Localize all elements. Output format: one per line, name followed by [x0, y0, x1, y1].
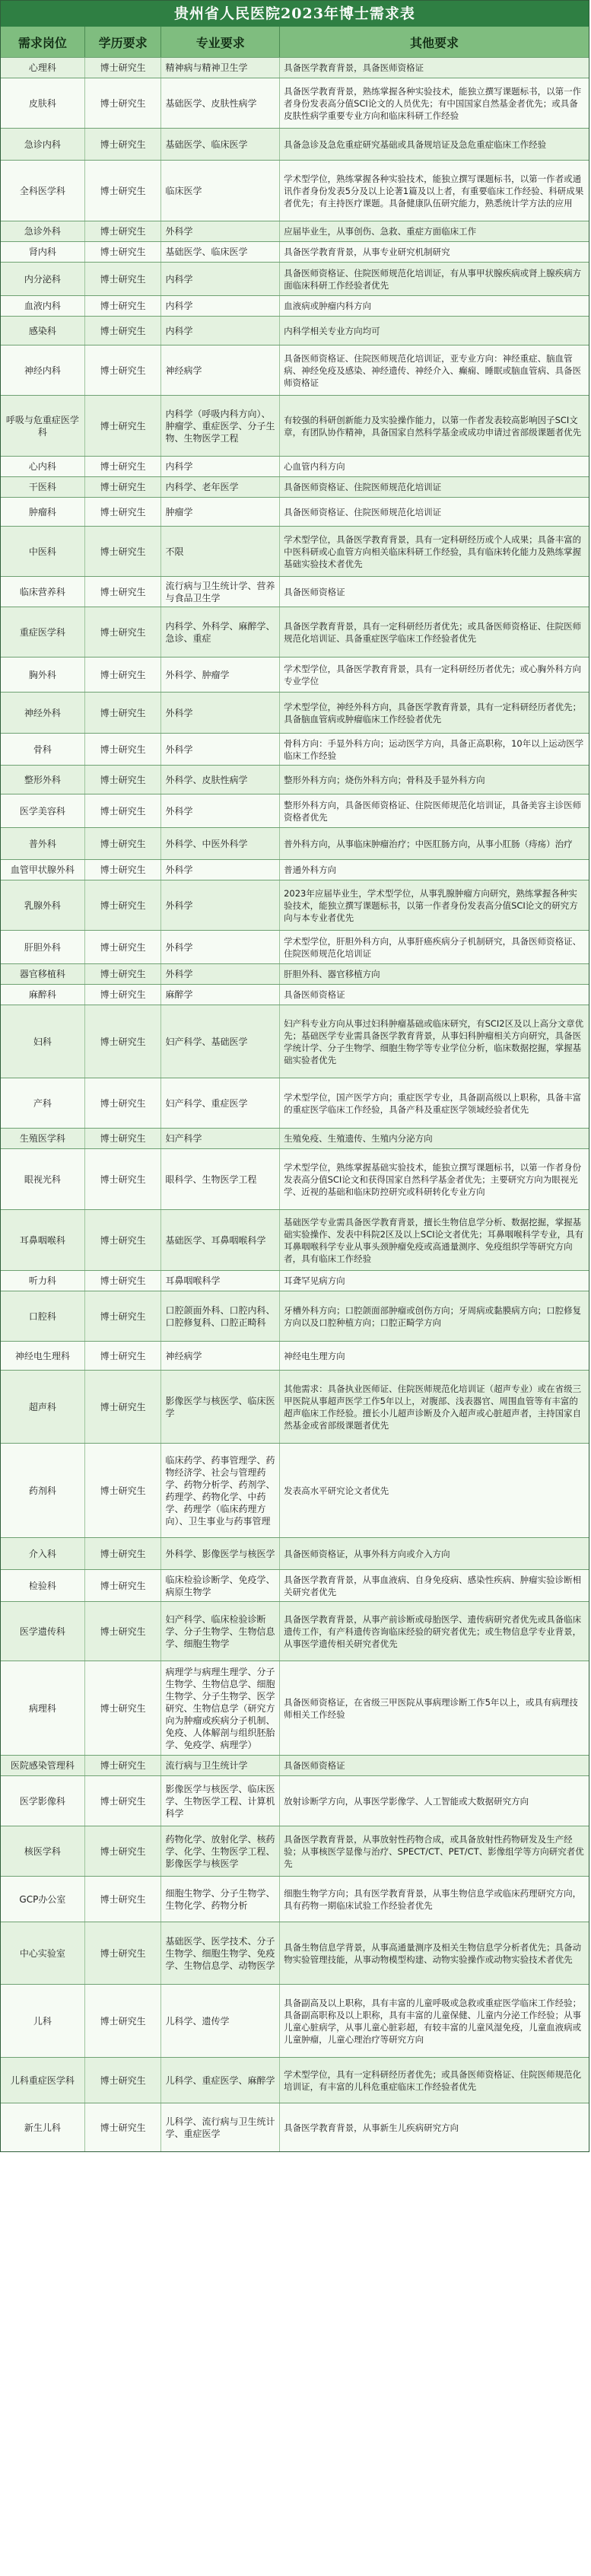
cell-other: 普外科方向，从事临床肿瘤治疗；中医肛肠方向，从事小肛肠（痔疡）治疗 [284, 838, 573, 849]
cell-education: 博士研究生 [85, 317, 162, 345]
cell-other: 具备医学教育背景，从事专业研究机制研究 [284, 247, 450, 257]
cell-education: 博士研究生 [85, 766, 162, 794]
cell-major: 临床医学 [161, 161, 280, 221]
cell-other: 肝胆外科、器官移植方向 [284, 969, 380, 979]
table-row [1, 1826, 589, 1876]
cell-other: 神经电生理方向 [284, 1350, 345, 1361]
cell-major: 外科学、中医外科学 [161, 828, 280, 859]
cell-position: GCP办公室 [1, 1877, 85, 1922]
cell-position: 中心实验室 [1, 1922, 85, 1984]
cell-other: 血液病或肿瘤内科方向 [284, 301, 372, 311]
cell-position: 感染科 [1, 317, 85, 345]
cell-education: 博士研究生 [85, 577, 162, 607]
cell-other: 具备医师资格证 [284, 586, 345, 597]
cell-major: 流行病与卫生统计学、营养与食品卫生学 [161, 577, 280, 607]
table-row [1, 1922, 589, 1984]
cell-education: 博士研究生 [85, 964, 162, 984]
cell-position: 新生儿科 [1, 2103, 85, 2151]
cell-other: 具备生物信息学背景，从事高通量测序及相关生物信息学分析者优先；具备动物实验管理技能，从事动物模型构建、动物实验操作或动物实验技术者优先 [284, 1941, 582, 1965]
table-row [1, 57, 589, 78]
cell-other: 学术型学位，具备医学教育背景，具有一定科研经历者优先；或心胸外科方向专业学位 [284, 663, 582, 686]
cell-position: 干医科 [1, 477, 85, 497]
cell-position: 急诊外科 [1, 221, 85, 241]
cell-education: 博士研究生 [85, 1271, 162, 1291]
table-row [1, 128, 589, 160]
cell-position: 生殖医学科 [1, 1129, 85, 1148]
cell-major: 外科学、皮肤性病学 [161, 766, 280, 794]
cell-position: 儿科重症医学科 [1, 2058, 85, 2103]
cell-other: 具备医师资格证、住院医师规范化培训证，有从事甲状腺疾病或肾上腺疾病方面临床科研工作经验者优先 [284, 267, 582, 291]
cell-position: 耳鼻咽喉科 [1, 1210, 85, 1270]
cell-other: 应届毕业生，从事创伤、急救、重症方面临床工作 [284, 226, 477, 237]
cell-major: 外科学 [161, 221, 280, 241]
cell-major: 神经病学 [161, 1342, 280, 1370]
table-header-row [1, 27, 589, 57]
cell-position: 乳腺外科 [1, 880, 85, 930]
cell-major: 外科学 [161, 693, 280, 733]
cell-position: 药剂科 [1, 1444, 85, 1537]
cell-education: 博士研究生 [85, 242, 162, 262]
cell-education: 博士研究生 [85, 1756, 162, 1775]
cell-major: 外科学 [161, 734, 280, 765]
cell-other: 妇产科专业方向从事过妇科肿瘤基础或临床研究，有SCI2区及以上高分文章优先；基础医学专业需具备医学教育背景，从事妇科肿瘤相关方向研究，具备医学统计学、分子生物学、细胞生物学等专业学位分析，临床数据挖掘，掌握基础实验者优先 [284, 1017, 584, 1065]
cell-education: 博士研究生 [85, 1444, 162, 1537]
cell-education: 博士研究生 [85, 880, 162, 930]
table-row [1, 1291, 589, 1341]
cell-major: 神经病学 [161, 345, 280, 395]
cell-other: 发表高水平研究论文者优先 [284, 1485, 389, 1496]
cell-position: 神经外科 [1, 693, 85, 733]
cell-major: 耳鼻咽喉科学 [161, 1271, 280, 1291]
cell-position: 病理科 [1, 1661, 85, 1755]
cell-education: 博士研究生 [85, 498, 162, 526]
cell-education: 博士研究生 [85, 457, 162, 476]
cell-major: 外科学、影像医学与核医学 [161, 1538, 280, 1569]
cell-position: 核医学科 [1, 1826, 85, 1876]
cell-position: 心内科 [1, 457, 85, 476]
cell-position: 医学遗传科 [1, 1602, 85, 1661]
cell-other: 学术型学位，肝胆外科方向，从事肝癌疾病分子机制研究，具备医师资格证、住院医师规范化培训证 [284, 935, 582, 959]
cell-education: 博士研究生 [85, 931, 162, 963]
table-row [1, 526, 589, 576]
cell-position: 超声科 [1, 1371, 85, 1443]
cell-education: 博士研究生 [85, 1922, 162, 1984]
cell-position: 肾内科 [1, 242, 85, 262]
cell-major: 肿瘤学 [161, 498, 280, 526]
cell-other: 具备医师资格证、住院医师规范化培训证，亚专业方向：神经重症、脑血管病、神经免疫及感染、神经遗传、神经介入、癫痫、睡眠或脑血管病、具备医师资格证 [284, 352, 582, 388]
cell-major: 外科学 [161, 931, 280, 963]
cell-other: 具备副高及以上职称，具有丰富的儿童呼吸或急救或重症医学临床工作经验；具备副高职称及以上职称，具有丰富的儿童保健、儿童内分泌工作经验；从事儿童心脏病学，从事儿童心脏彩超，有较丰富的儿童风湿免疫，儿童血液病或儿童肿瘤，儿童心理治疗等研究方向 [284, 1997, 582, 2045]
cell-major: 基础医学、临床医学 [161, 242, 280, 262]
cell-major: 临床药学、药事管理学、药物经济学、社会与管理药学、药物分析学、药剂学、药理学、药物化学、中药学、药理学（临床药理方向）、卫生事业与药事管理 [161, 1444, 280, 1537]
table-row [1, 345, 589, 395]
cell-education: 博士研究生 [85, 221, 162, 241]
cell-major: 外科学、肿瘤学 [161, 658, 280, 692]
cell-other: 放射诊断学方向，从事医学影像学、人工智能或大数据研究方向 [284, 1795, 529, 1807]
table-row [1, 456, 589, 476]
table-row [1, 2103, 589, 2151]
table-row [1, 1005, 589, 1078]
cell-position: 呼吸与危重症医学科 [1, 396, 85, 456]
cell-position: 听力科 [1, 1271, 85, 1291]
table-row [1, 1078, 589, 1128]
cell-position: 血管甲状腺外科 [1, 860, 85, 880]
table-row [1, 765, 589, 794]
cell-education: 博士研究生 [85, 1661, 162, 1755]
table-row [1, 733, 589, 765]
cell-major: 不限 [161, 527, 280, 576]
cell-position: 眼视光科 [1, 1149, 85, 1209]
cell-position: 肝胆外科 [1, 931, 85, 963]
table-row [1, 859, 589, 880]
cell-education: 博士研究生 [85, 1342, 162, 1370]
cell-other: 学术型学位，国产医学方向；重症医学专业，具备副高级以上职称，具备丰富的重症医学临床工作经验，具备产科及重症医学领域经验者优先 [284, 1091, 582, 1115]
table-row [1, 692, 589, 733]
cell-position: 产科 [1, 1078, 85, 1128]
header-position: 需求岗位 [1, 27, 85, 57]
cell-position: 胸外科 [1, 658, 85, 692]
cell-education: 博士研究生 [85, 607, 162, 657]
cell-other: 学术型学位，神经外科方向，具备医学教育背景，具有一定科研经历者优先；具备脑血管病或肿瘤临床工作经验者优先 [284, 701, 582, 724]
cell-education: 博士研究生 [85, 1877, 162, 1922]
table-row [1, 1775, 589, 1826]
cell-major: 外科学 [161, 794, 280, 827]
cell-major: 妇产科学、基础医学 [161, 1005, 280, 1078]
cell-major: 眼科学、生物医学工程 [161, 1149, 280, 1209]
cell-other: 耳聋罕见病方向 [284, 1275, 345, 1286]
cell-education: 博士研究生 [85, 78, 162, 128]
cell-education: 博士研究生 [85, 658, 162, 692]
cell-education: 博士研究生 [85, 1005, 162, 1078]
table-row [1, 794, 589, 827]
table-row [1, 1755, 589, 1775]
cell-major: 基础医学、临床医学 [161, 129, 280, 160]
cell-major: 妇产科学、临床检验诊断学、分子生物学、生物信息学、细胞生物学 [161, 1602, 280, 1661]
cell-major: 外科学 [161, 860, 280, 880]
cell-other: 细胞生物学方向；具有医学教育背景，从事生物信息学或临床药理研究方向，具有药物一期临床试验工作经验者优先 [284, 1887, 582, 1911]
table-row [1, 930, 589, 963]
cell-major: 临床检验诊断学、免疫学、病原生物学 [161, 1570, 280, 1601]
cell-other: 具备医师资格证 [284, 989, 345, 1000]
header-other: 其他要求 [410, 35, 459, 50]
table-row [1, 827, 589, 859]
cell-major: 基础医学、耳鼻咽喉科学 [161, 1210, 280, 1270]
table-row [1, 1661, 589, 1755]
table-row [1, 1341, 589, 1370]
cell-major: 内科学 [161, 263, 280, 295]
cell-education: 博士研究生 [85, 1371, 162, 1443]
cell-other: 学术型学位，具备医学教育背景，具有一定科研经历或个人成果；具备丰富的中医科研或心血管方向相关临床科研工作经验，具有临床转化能力及熟练掌握基础实验技术者优先 [284, 533, 582, 569]
cell-major: 细胞生物学、分子生物学、生物化学、药物分析 [161, 1877, 280, 1922]
cell-position: 器官移植科 [1, 964, 85, 984]
cell-other: 2023年应届毕业生，学术型学位，从事乳腺肿瘤方向研究，熟练掌握各种实验技术，能独立撰写课题标书，以第一作者身份发表高分值SCI论文的研究方向与本专业者优先 [284, 887, 578, 923]
cell-other: 具备医师资格证、住院医师规范化培训证 [284, 482, 442, 492]
table-row [1, 657, 589, 692]
cell-position: 皮肤科 [1, 78, 85, 128]
cell-education: 博士研究生 [85, 161, 162, 221]
cell-position: 急诊内科 [1, 129, 85, 160]
cell-position: 医院感染管理科 [1, 1756, 85, 1775]
cell-position: 医学美容科 [1, 794, 85, 827]
table-row [1, 221, 589, 241]
cell-major: 内科学（呼吸内科方向）、肿瘤学、重症医学、分子生物、生物医学工程 [161, 396, 280, 456]
cell-major: 影像医学与核医学、临床医学 [161, 1371, 280, 1443]
cell-major: 内科学、外科学、麻醉学、急诊、重症 [161, 607, 280, 657]
table-row [1, 241, 589, 262]
cell-other: 具备医学教育背景，具备医师资格证 [284, 62, 424, 73]
cell-education: 博士研究生 [85, 396, 162, 456]
cell-education: 博士研究生 [85, 1210, 162, 1270]
cell-other: 具备医学教育背景，从事新生儿疾病研究方向 [284, 2122, 459, 2133]
cell-other: 具备医学教育背景，从事放射性药物合成，或具备放射性药物研发及生产经验；从事核医学显像与治疗、SPECT/CT、PET/CT、影像组学等方向研究者优先 [284, 1833, 584, 1869]
cell-other: 整形外科方向，具备医师资格证、住院医师规范化培训证，具备美容主诊医师资格者优先 [284, 799, 582, 823]
cell-position: 整形外科 [1, 766, 85, 794]
table-row [1, 1984, 589, 2057]
cell-education: 博士研究生 [85, 794, 162, 827]
cell-major: 妇产科学、重症医学 [161, 1078, 280, 1128]
cell-position: 检验科 [1, 1570, 85, 1601]
cell-education: 博士研究生 [85, 1538, 162, 1569]
cell-other: 普通外科方向 [284, 865, 337, 875]
table-row [1, 295, 589, 316]
cell-position: 麻醉科 [1, 985, 85, 1005]
cell-education: 博士研究生 [85, 1291, 162, 1341]
cell-major: 儿科学、遗传学 [161, 1985, 280, 2057]
table-row [1, 1601, 589, 1661]
cell-position: 神经内科 [1, 345, 85, 395]
table-row [1, 1569, 589, 1601]
table-row [1, 880, 589, 930]
cell-other: 学术型学位，熟练掌握各种实验技术，能独立撰写课题标书，以第一作者或通讯作者身份发表5分及以上论著1篇及以上者，有重要临床工作经验、科研成果者优先；有主持医疗课题。具备健康队伍研究能力，熟悉统计学方法的应用 [284, 173, 584, 209]
cell-other: 有较强的科研创新能力及实验操作能力，以第一作者发表较高影响因子SCI文章，有团队协作精神，具备国家自然科学基金或成功申请过省部级课题者优先 [284, 414, 582, 438]
cell-other: 生殖免疫、生殖遗传、生殖内分泌方向 [284, 1133, 433, 1144]
table-row [1, 2057, 589, 2103]
cell-other: 具备医师资格证，在省级三甲医院从事病理诊断工作5年以上，或具有病理技师相关工作经验 [284, 1696, 578, 1720]
cell-education: 博士研究生 [85, 1129, 162, 1148]
cell-other: 具备医师资格证 [284, 1760, 345, 1771]
cell-major: 儿科学、重症医学、麻醉学 [161, 2058, 280, 2103]
cell-other: 整形外科方向；烧伤外科方向；骨科及手显外科方向 [284, 774, 485, 785]
cell-education: 博士研究生 [85, 828, 162, 859]
cell-position: 中医科 [1, 527, 85, 576]
cell-education: 博士研究生 [85, 296, 162, 316]
cell-education: 博士研究生 [85, 345, 162, 395]
cell-major: 内科学、老年医学 [161, 477, 280, 497]
cell-position: 儿科 [1, 1985, 85, 2057]
cell-major: 麻醉学 [161, 985, 280, 1005]
cell-major: 内科学 [161, 457, 280, 476]
cell-major: 儿科学、流行病与卫生统计学、重症医学 [161, 2103, 280, 2151]
cell-education: 博士研究生 [85, 1570, 162, 1601]
header-education: 学历要求 [85, 27, 162, 57]
table-body [1, 57, 589, 2151]
cell-other: 具备医学教育背景，从事产前诊断或母胎医学、遗传病研究者优先或具备临床遗传工作，有产科遗传咨询临床经验的研究者优先；或生物信息学专业背景，从事医学遗传相关研究者优先 [284, 1613, 582, 1649]
cell-major: 精神病与精神卫生学 [161, 58, 280, 78]
cell-other: 学术型学位，熟练掌握基础实验技术，能独立撰写课题标书，以第一作者身份发表高分值SCI论文和获得国家自然科学基金者优先；主要研究方向为眼视光学、近视的基础和临床防控研究或科研转化专业方向 [284, 1161, 582, 1197]
cell-education: 博士研究生 [85, 1826, 162, 1876]
cell-position: 内分泌科 [1, 263, 85, 295]
cell-position: 医学影像科 [1, 1776, 85, 1826]
table-row [1, 984, 589, 1005]
cell-education: 博士研究生 [85, 1149, 162, 1209]
cell-other: 内科学相关专业方向均可 [284, 325, 380, 336]
table-row [1, 395, 589, 456]
cell-other: 心血管内科方向 [284, 461, 345, 472]
cell-position: 肿瘤科 [1, 498, 85, 526]
table-row [1, 476, 589, 497]
cell-other: 牙槽外科方向；口腔颌面部肿瘤或创伤方向；牙周病或黏膜病方向；口腔修复方向以及口腔种植方向；口腔正畸学方向 [284, 1304, 582, 1328]
cell-position: 口腔科 [1, 1291, 85, 1341]
cell-major: 基础医学、皮肤性病学 [161, 78, 280, 128]
table-row [1, 78, 589, 128]
cell-position: 临床营养科 [1, 577, 85, 607]
cell-position: 全科医学科 [1, 161, 85, 221]
cell-major: 病理学与病理生理学、分子生物学、生物信息学、细胞生物学、分子生物学、医学研究、生物信息学（研究方向为肿瘤或疾病分子机制、免疫、人体解剖与组织胚胎学、免疫学、病理学） [161, 1661, 280, 1755]
cell-position: 普外科 [1, 828, 85, 859]
cell-major: 外科学 [161, 964, 280, 984]
cell-major: 流行病与卫生统计学 [161, 1756, 280, 1775]
cell-education: 博士研究生 [85, 734, 162, 765]
cell-major: 影像医学与核医学、临床医学、生物医学工程、计算机科学 [161, 1776, 280, 1826]
cell-other: 骨科方向：手显外科方向；运动医学方向，具备正高职称，10年以上运动医学临床工作经验 [284, 737, 584, 761]
cell-other: 具备医学教育背景，熟练掌握各种实验技术，能独立撰写课题标书，以第一作者身份发表高分值SCI论文的人员优先；有中国国家自然基金者优先；或具备皮肤性病学重要专业方向和临床科研工作经验 [284, 85, 582, 121]
table-row [1, 316, 589, 345]
cell-education: 博士研究生 [85, 2103, 162, 2151]
cell-other: 学术型学位，具有一定科研经历者优先；或具备医师资格证、住院医师规范化培训证，有丰富的儿科危重症临床工作经验者优先 [284, 2068, 582, 2092]
cell-other: 具备医学教育背景，具有一定科研经历者优先；或具备医师资格证、住院医师规范化培训证、具备重症医学临床工作经验者优先 [284, 620, 582, 644]
cell-major: 内科学 [161, 317, 280, 345]
cell-other: 基础医学专业需具备医学教育背景，擅长生物信息学分析、数据挖掘，掌握基础实验操作、发表中科院2区及以上SCI论文者优先；耳鼻咽喉科学专业，具有耳鼻咽喉科学专业从事头颈肿瘤免疫或高通量测序、免疫组织学等研究方向者，具有临床工作经验 [284, 1216, 584, 1264]
cell-position: 神经电生理科 [1, 1342, 85, 1370]
cell-other: 具备急诊及急危重症研究基础或具备规培证及急危重症临床工作经验 [284, 139, 547, 150]
cell-position: 介入科 [1, 1538, 85, 1569]
cell-education: 博士研究生 [85, 1602, 162, 1661]
table-row [1, 1128, 589, 1148]
cell-education: 博士研究生 [85, 860, 162, 880]
table-row [1, 607, 589, 657]
cell-education: 博士研究生 [85, 1776, 162, 1826]
cell-position: 心理科 [1, 58, 85, 78]
table-row [1, 262, 589, 295]
cell-major: 妇产科学 [161, 1129, 280, 1148]
cell-major: 药物化学、放射化学、核药学、化学、生物医学工程、影像医学与核医学 [161, 1826, 280, 1876]
cell-education: 博士研究生 [85, 1985, 162, 2057]
cell-other: 具备医师资格证、住院医师规范化培训证 [284, 506, 442, 517]
table-title: 贵州省人民医院2023年博士需求表 [1, 1, 589, 27]
table-row [1, 497, 589, 526]
cell-major: 基础医学、医学技术、分子生物学、细胞生物学、免疫学、生物信息学、动物医学 [161, 1922, 280, 1984]
cell-major: 口腔颌面外科、口腔内科、口腔修复科、口腔正畸科 [161, 1291, 280, 1341]
header-major: 专业要求 [161, 27, 280, 57]
cell-major: 外科学 [161, 880, 280, 930]
cell-other: 具备医学教育背景，从事血液病、自身免疫病、感染性疾病、肿瘤实验诊断相关研究者优先 [284, 1574, 582, 1597]
table-row [1, 1876, 589, 1922]
cell-major: 内科学 [161, 296, 280, 316]
cell-position: 重症医学科 [1, 607, 85, 657]
cell-education: 博士研究生 [85, 527, 162, 576]
cell-education: 博士研究生 [85, 58, 162, 78]
cell-other: 其他需求：具备执业医师证、住院医师规范化培训证（超声专业）或在省级三甲医院从事超声医学工作5年以上，对腹部、浅表器官、周围血管等有丰富的超声临床工作经验。擅长小儿超声诊断及介入超声或心脏超声者，主持国家自然基金或省部级课题者优先 [284, 1383, 582, 1431]
cell-education: 博士研究生 [85, 477, 162, 497]
table-row [1, 160, 589, 221]
cell-other: 具备医师资格证，从事外科方向或介入方向 [284, 1548, 450, 1559]
cell-education: 博士研究生 [85, 2058, 162, 2103]
cell-education: 博士研究生 [85, 1078, 162, 1128]
table-row [1, 1270, 589, 1291]
cell-education: 博士研究生 [85, 129, 162, 160]
cell-position: 妇科 [1, 1005, 85, 1078]
table-row [1, 963, 589, 984]
cell-education: 博士研究生 [85, 985, 162, 1005]
table-row [1, 1148, 589, 1209]
table-row [1, 1370, 589, 1443]
cell-education: 博士研究生 [85, 263, 162, 295]
table-row [1, 1209, 589, 1270]
table-row [1, 576, 589, 607]
table-row [1, 1537, 589, 1569]
cell-education: 博士研究生 [85, 693, 162, 733]
table-row [1, 1443, 589, 1537]
cell-position: 血液内科 [1, 296, 85, 316]
cell-position: 骨科 [1, 734, 85, 765]
